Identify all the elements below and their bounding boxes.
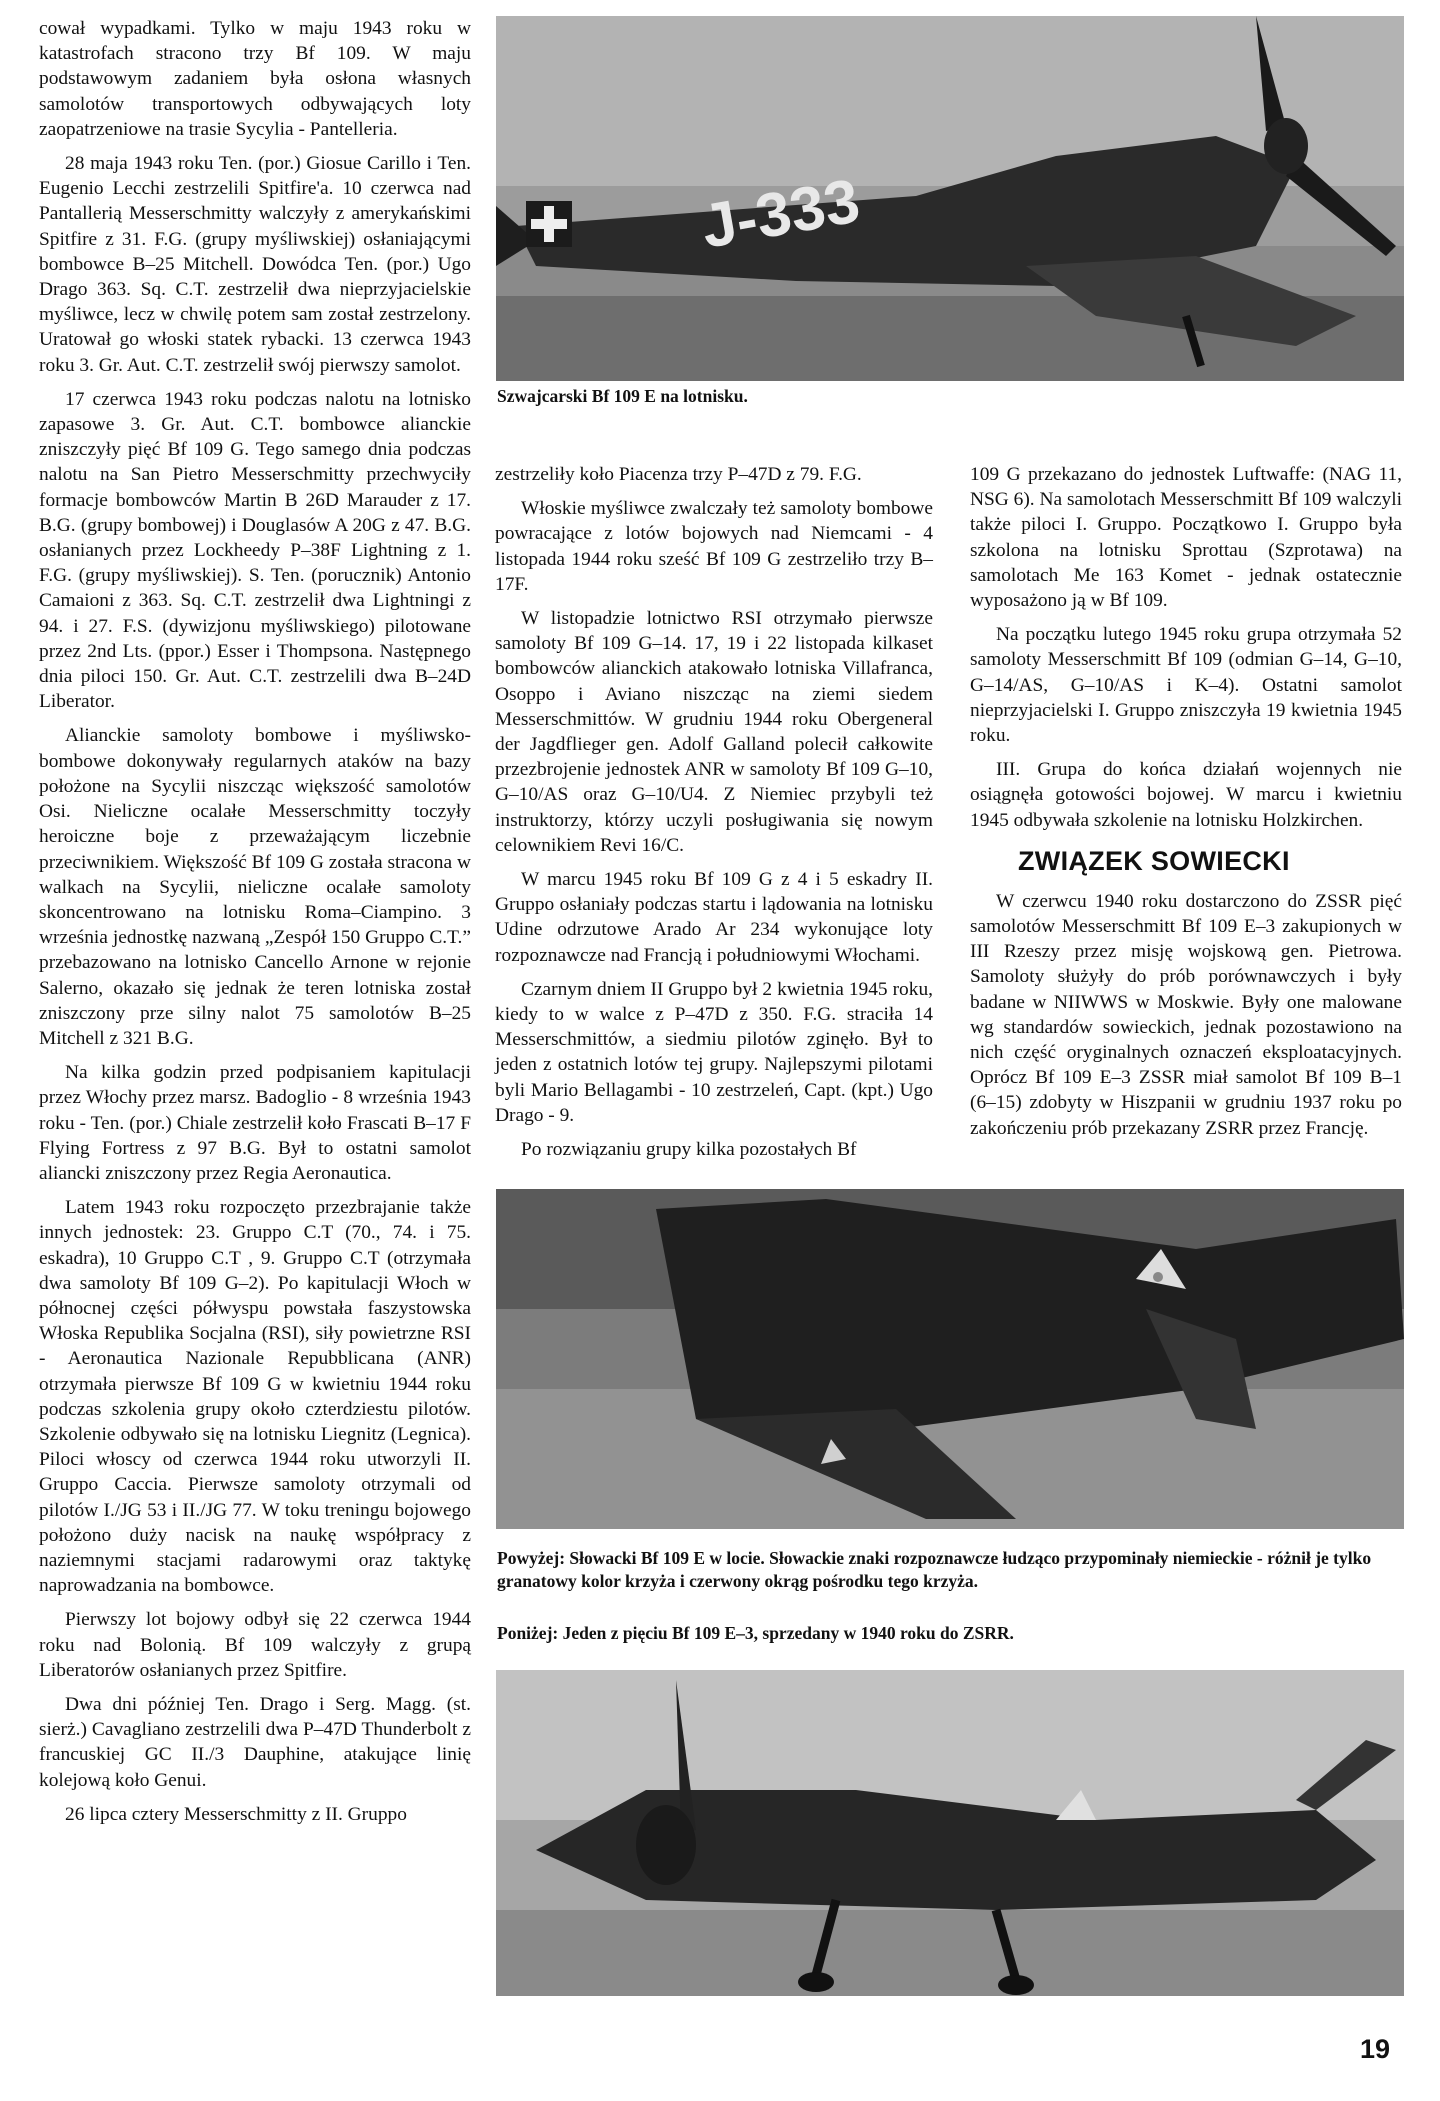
text-column-3 — [970, 462, 1402, 1150]
text-column-1 — [39, 16, 471, 1836]
paragraph: Czarnym dniem II Gruppo był 2 kwietnia 1945 roku, kiedy to w walce z P–47D z 350. F.G. straciła 14 Messerschmittów, a siedmiu pilotów zginęło. Był to jeden z ostatnich lotów tej grupy. Najlepszymi pilotami byli Mario Bellagambi - 10 zestrzeleń, Capt. (kpt.) Ugo Drago - 9. — [495, 978, 933, 1126]
paragraph: zestrzeliły koło Piacenza trzy P–47D z 79. F.G. — [495, 464, 862, 485]
paragraph: cował wypadkami. Tylko w maju 1943 roku w katastrofach stracono trzy Bf 109. W maju podstawowym zadaniem była osłona własnych samolotów transportowych odbywających loty zaopatrzeniowe na trasie Sycylia - Pantelleria. — [39, 18, 471, 140]
paragraph: W marcu 1945 roku Bf 109 G z 4 i 5 eskadry II. Gruppo osłaniały podczas startu i lądowania na lotnisku Udine odrzutowe Arado Ar 234 wykonujące loty rozpoznawcze nad Francją i południowymi Włochami. — [495, 869, 933, 966]
paragraph: III. Grupa do końca działań wojennych nie osiągnęła gotowości bojowej. W marcu i kwietniu 1945 odbywała szkolenie na lotnisku Holzkirchen. — [970, 759, 1402, 831]
photo-caption: Szwajcarski Bf 109 E na lotnisku. — [497, 386, 748, 406]
paragraph: 17 czerwca 1943 roku podczas nalotu na lotnisko zapasowe 3. Gr. Aut. C.T. bombowce alianckie zniszczyły pięć Bf 109 G. Tego samego dnia podczas nalotu na San Pietro Messerschmitty przechwyciły formacje bombowców Martin B 26D Marauder z 17. B.G. (grupy bombowej) i Douglasów A 20G z 47. B.G. osłanianych przez Lockheedy P–38F Lightning z 1. F.G. (grupy myśliwskiej). S. Ten. (porucznik) Antonio Camaioni z 363. Sq. C.T. zestrzelił dwa Lightningi z 94. i 27. F.S. (dywizjonu myśliwskiego) pilotowane przez 2nd Lts. (ppor.) Esser i Thompsona. Następnego dnia piloci 150. Gr. Aut. C.T. zestrzelili dwa B–24D Liberator. — [39, 388, 471, 713]
paragraph: Alianckie samoloty bombowe i myśliwsko-bombowe dokonywały regularnych ataków na bazy położone na Sycylii niszcząc większość samolotów Osi. Nieliczne ocalałe Messerschmitty toczyły heroiczne boje z przeważającym liczebnie przeciwnikiem. Większość Bf 109 G została stracona w walkach na Sycylii, nieliczne ocalałe samoloty skoncentrowano na lotnisku Roma–Ciampino. 3 września jednostkę nazwaną „Zespół 150 Gruppo C.T.” przebazowano na lotnisko Cancello Arnone w rejonie Salerno, okazało się jednak że teren lotniska został zniszczony prze silny nalot 75 samolotów B–25 Mitchell z 321 B.G. — [39, 725, 471, 1049]
paragraph: 28 maja 1943 roku Ten. (por.) Giosue Carillo i Ten. Eugenio Lecchi zestrzelili Spitfire'a. 10 czerwca nad Pantallerią Messerschmitty walczyły z amerykańskimi Spitfire z 31. F.G. (grupy myśliwskiej) osłaniającymi bombowce B–25 Mitchell. Dowódca Ten. (por.) Ugo Drago 363. Sq. C.T. zestrzelił dwa nieprzyjacielskie myśliwce, lecz w chwilę potem sam został zestrzelony. Uratował go włoski statek rybacki. 13 czerwca 1943 roku 3. Gr. Aut. C.T. zestrzelił swój pierwszy samolot. — [39, 153, 471, 376]
text-column-2 — [495, 462, 933, 1171]
photo-caption: Powyżej: Słowacki Bf 109 E w locie. Słowackie znaki rozpoznawcze łudząco przypominały niemieckie - różnił je tylko granatowy kolor krzyża i czerwony okrąg pośrodku tego krzyża. — [497, 1548, 1372, 1591]
registration-marking: J-333 — [696, 166, 865, 262]
paragraph: 26 lipca cztery Messerschmitty z II. Gruppo — [65, 1803, 407, 1825]
paragraph: Na kilka godzin przed podpisaniem kapitulacji przez Włochy przez marsz. Badoglio - 8 września 1943 roku - Ten. (por.) Chiale zestrzelił koło Frascati B–17 F Flying Fortress z 97 B.G. Był to ostatni samolot aliancki zniszczony przez Regia Aeronautica. — [39, 1062, 471, 1184]
paragraph: Po rozwiązaniu grupy kilka pozostałych Bf — [521, 1139, 857, 1161]
paragraph: W czerwcu 1940 roku dostarczono do ZSSR pięć samolotów Messerschmitt Bf 109 E–3 zakupionych w III Rzeszy przez misję wojskową gen. Pietrowa. Samoloty służyły do prób porównawczych i były badane w NIIWWS w Moskwie. Były one malowane wg standardów sowieckich, jednak pozostawiono na nich część oryginalnych oznaczeń eksploatacyjnych. Oprócz Bf 109 E–3 ZSSR miał samolot Bf 109 B–1 (6–15) zdobyty w Hiszpanii w grudniu 1937 roku po zakończeniu prób przekazany ZSRR przez Francję. — [970, 890, 1402, 1139]
paragraph: Latem 1943 roku rozpoczęto przezbrajanie także innych jednostek: 23. Gruppo C.T (70., 74. i 75. eskadra), 10 Gruppo C.T , 9. Gruppo C.T (otrzymała dwa samoloty Bf 109 G–2). Po kapitulacji Włoch w północnej części półwyspu powstała faszystowska Włoska Republika Socjalna (RSI), siły powietrzne RSI - Aeronautica Nazionale Repubblicana (ANR) otrzymała pierwsze Bf 109 G w kwietniu 1944 roku podczas szkolenia grupy około czterdziestu pilotów. Szkolenie odbywało się na lotnisku Liegnitz (Legnica). Piloci włoscy od czerwca 1944 roku utworzyli II. Gruppo Caccia. Pierwsze samoloty otrzymali od pilotów I./JG 53 i II./JG 77. W toku treningu bojowego położono duży nacisk na naukę współpracy z naziemnymi stacjami radarowymi oraz taktykę naprowadzania na bombowce. — [39, 1197, 471, 1597]
paragraph: Na początku lutego 1945 roku grupa otrzymała 52 samoloty Messerschmitt Bf 109 (odmian G–14, G–10, G–14/AS, G–10/AS i K–4). Ostatni samolot nieprzyjacielski I. Gruppo zniszczyła 19 kwietnia 1945 roku. — [970, 624, 1402, 747]
paragraph: Dwa dni później Ten. Drago i Serg. Magg. (st. sierż.) Cavagliano zestrzelili dwa P–47D Thunderbolt z francuskiej GC II./3 Dauphine, atakujące linię kolejową koło Genui. — [39, 1694, 471, 1791]
paragraph: 109 G przekazano do jednostek Luftwaffe: (NAG 11, NSG 6). Na samolotach Messerschmitt Bf 109 walczyli także piloci I. Gruppo. Początkowo I. Gruppo była szkolona na lotnisku Sprottau (Szprotawa) na samolotach Me 163 Komet - jednak ostatecznie wyposażono ją w Bf 109. — [970, 464, 1402, 612]
photo-swiss-bf109 — [496, 16, 1404, 381]
page-number: 19 — [1360, 2034, 1391, 2064]
paragraph: Włoskie myśliwce zwalczały też samoloty bombowe powracające z lotów bojowych nad Niemcami - 4 listopada 1944 roku sześć Bf 109 G zestrzeliło trzy B–17F. — [495, 498, 933, 595]
photo-caption: Poniżej: Jeden z pięciu Bf 109 E–3, sprzedany w 1940 roku do ZSRR. — [497, 1623, 1014, 1643]
paragraph: Pierwszy lot bojowy odbył się 22 czerwca 1944 roku nad Bolonią. Bf 109 walczyły z grupą Liberatorów osłanianych przez Spitfire. — [39, 1609, 471, 1681]
photo-soviet-bf109-e3 — [496, 1670, 1404, 1996]
section-heading: ZWIĄZEK SOWIECKI — [1018, 845, 1290, 876]
paragraph: W listopadzie lotnictwo RSI otrzymało pierwsze samoloty Bf 109 G–14. 17, 19 i 22 listopada kilkaset bombowców alianckich atakowało lotniska Villafranca, Osoppo i Aviano niszcząc na ziemi siedem Messerschmittów. W grudniu 1944 roku Obergeneral der Jagdflieger gen. Adolf Galland polecił całkowite przezbrojenie jednostek ANR w samoloty Bf 109 G–10, G–10/AS oraz G–10/U4. Z Niemiec przybyli też instruktorzy, którzy uczyli posługiwania się nowym celownikiem Revi 16/C. — [495, 608, 933, 856]
photo-slovak-bf109-in-flight — [496, 1189, 1404, 1529]
